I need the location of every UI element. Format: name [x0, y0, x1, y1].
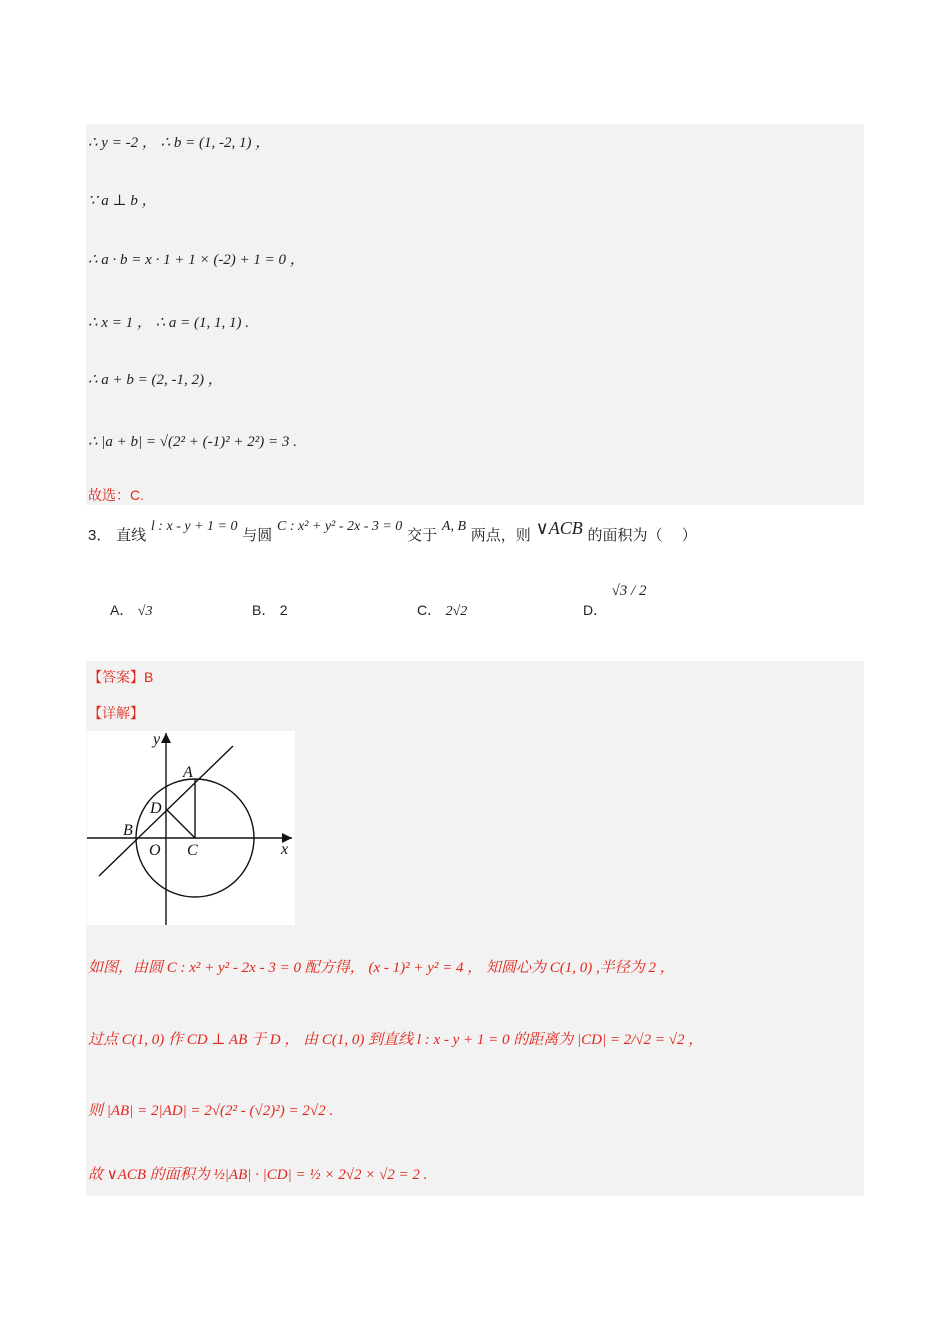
label-d: D	[150, 800, 162, 817]
option-b-label: B．	[252, 602, 276, 618]
figure-svg	[87, 731, 295, 925]
segment-cd	[166, 809, 195, 838]
detail-line-1: 如图，由圆 C : x² + y² - 2x - 3 = 0 配方得， (x - 1)² + y² = 4 ， 知圆心为 C(1, 0) ,半径为 2 ，	[88, 960, 675, 976]
question-3	[88, 518, 697, 545]
label-o: O	[149, 842, 161, 859]
label-c: C	[187, 842, 198, 859]
question-text-3: 交于	[407, 527, 438, 544]
solution-line-1: ∴ y = -2 ， ∴ b = (1, -2, 1) ，	[88, 135, 271, 151]
label-y: y	[153, 731, 161, 748]
label-b: B	[123, 822, 133, 839]
option-b-value: 2	[279, 602, 288, 618]
circle-equation: C : x² + y² - 2x - 3 = 0	[277, 519, 403, 534]
option-c-value: 2√2	[445, 604, 468, 619]
option-c-label: C．	[417, 602, 442, 618]
choice-line: 故选：C.	[88, 487, 144, 503]
points-ab: A, B	[441, 519, 466, 534]
option-a-value: √3	[137, 604, 153, 619]
detail-line-2: 过点 C(1, 0) 作 CD ⊥ AB 于 D ， 由 C(1, 0) 到直线 l : x - y + 1 = 0 的距离为 |CD| = 2/√2 = √2 ，	[88, 1032, 704, 1048]
question-number: 3．	[88, 527, 112, 544]
detail-line-3: 则 |AB| = 2|AD| = 2√(2² - (√2)²) = 2√2 .	[88, 1103, 334, 1119]
solution-line-5: ∴ a + b = (2, -1, 2) ，	[88, 372, 223, 388]
solution-line-4: ∴ x = 1 ， ∴ a = (1, 1, 1) .	[88, 315, 249, 331]
option-d-value: √3 / 2	[611, 583, 647, 599]
label-a: A	[183, 764, 193, 781]
answer-tag: 【答案】B	[88, 669, 154, 685]
solution-line-6: ∴ |a + b| = √(2² + (-1)² + 2²) = 3 .	[88, 434, 297, 450]
question-text-1: 直线	[116, 527, 147, 544]
detail-tag: 【详解】	[88, 705, 144, 721]
solution-line-3: ∴ a · b = x · 1 + 1 × (-2) + 1 = 0 ，	[88, 252, 305, 268]
y-axis-arrow	[161, 733, 171, 743]
option-d[interactable]	[583, 580, 647, 618]
question-text-4: 两点，则	[470, 527, 531, 544]
option-d-label: D．	[583, 602, 608, 618]
detail-line-4: 故 ∨ACB 的面积为 ½|AB| · |CD| = ½ × 2√2 × √2 = 2 .	[88, 1167, 428, 1183]
circle-figure	[87, 731, 295, 925]
label-x: x	[281, 841, 289, 858]
option-c[interactable]	[417, 600, 467, 620]
line-equation: l : x - y + 1 = 0	[150, 519, 238, 534]
option-a-label: A．	[110, 602, 134, 618]
question-text-5: 的面积为（ ）	[587, 527, 697, 544]
option-a[interactable]	[110, 600, 152, 620]
triangle-acb: ∨ACB	[535, 518, 583, 538]
solution-line-2: ∵ a ⊥ b ，	[88, 193, 157, 209]
option-b[interactable]	[252, 600, 288, 620]
question-text-2: 与圆	[242, 527, 273, 544]
